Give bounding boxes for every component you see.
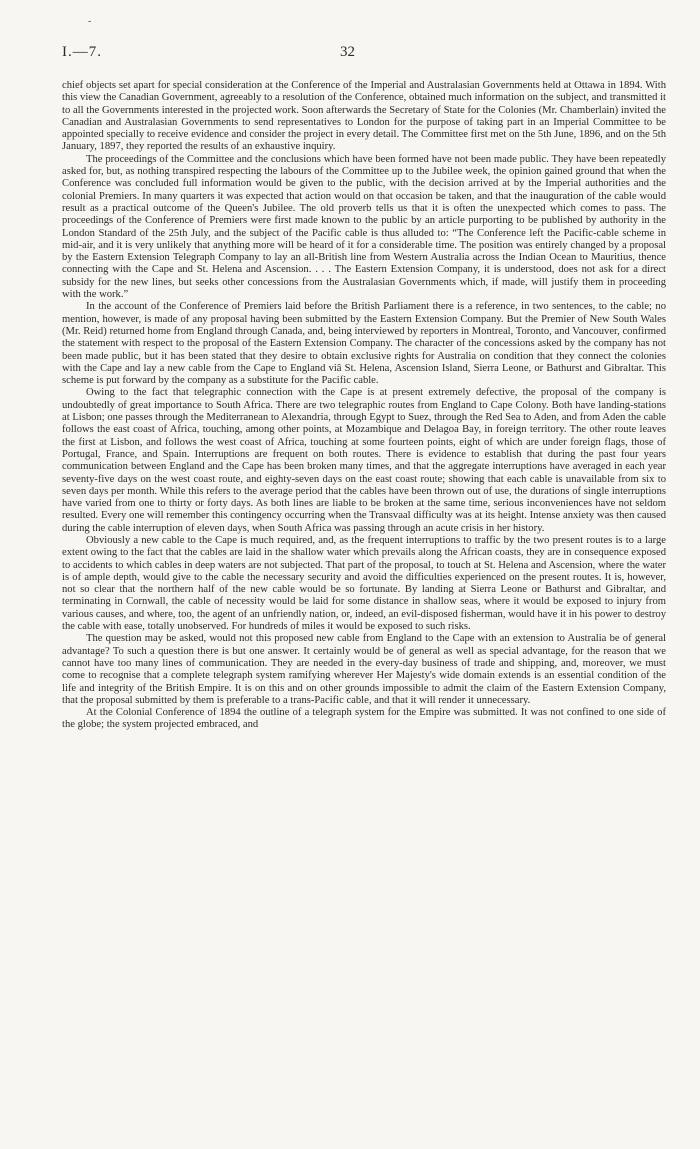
paragraph: Owing to the fact that telegraphic connection with the Cape is at present extremely defective, the proposal of the company is undoubtedly of great importance to South Africa. There are two telegraphic routes from England to Cape Colony. Both have landing-stations at Lisbon; one passes through the Mediterranean to Alexandria, through Egypt to Suez, through the Red Sea to Aden, and from Aden the cable follows the east coast of Africa, touching, among other points, at Mozambique and Delagoa Bay, in foreign territory. The other route leaves the first at Lisbon, and follows the west coast of Africa, touching at some fourteen points, eight of which are under foreign flags, those of Portugal, France, and Spain. Interruptions are frequent on both routes. There is evidence to establish that during the past four years communication between England and the Cape has been broken many times, and that the aggregate interruptions have averaged in each year seventy-five days on the west coast route, and eighty-seven days on the east coast route; showing that each cable is unavailable from six to seven days per month. While this refers to the average period that the cables have been thrown out of use, the durations of single interruptions have varied from one to thirty or forty days. As both lines are liable to be broken at the same time, serious inconveniences have not seldom resulted. Every one will remember this contingency occurring when the Transvaal difficulty was at its height. Intense anxiety was then caused during the cable interruption of eleven days, when South Africa was passing through an acute crisis in her history.	[62, 387, 666, 534]
body-text	[62, 80, 666, 732]
corner-mark: -	[88, 16, 92, 27]
paragraph: Obviously a new cable to the Cape is much required, and, as the frequent interruptions to traffic by the two present routes is to a large extent owing to the fact that the cables are laid in the shallow water which prevails along the African coasts, they are in consequence exposed to accidents to which cables in deep waters are not subjected. That part of the proposal, to touch at St. Helena and Ascension, where the water is of ample depth, would give to the cable the necessary security and avoid the difficulties experienced on the present routes. It is, however, not so clear that the northern half of the new cable would be so fortunate. By landing at Sierra Leone or Bathurst and Gibraltar, and terminating in Cornwall, the cable of necessity would be laid for some distance in shallow seas, where it would be exposed to injury from various causes, and where, too, the agent of an unfriendly nation, or, indeed, an evil-disposed fisherman, would have it in his power to destroy the cable with ease, totally unobserved. For hundreds of miles it would be exposed to such risks.	[62, 534, 666, 633]
page-header	[62, 44, 662, 64]
page-number: 32	[340, 44, 355, 60]
paragraph: In the account of the Conference of Premiers laid before the British Parliament there is a reference, in two sentences, to the cable; no mention, however, is made of any proposal having been submitted by the Eastern Extension Company. But the Premier of New South Wales (Mr. Reid) returned home from England through Canada, and, being interviewed by reporters in Montreal, Toronto, and Vancouver, confirmed the statement with respect to the proposal of the Eastern Extension Company. The character of the concessions asked by the company has not been made public, but it has been stated that they desire to obtain exclusive rights for Australia on condition that they connect the colonies with the Cape and lay a new cable from the Cape to England viâ St. Helena, Ascension Island, Sierra Leone, or Bathurst and Gibraltar. This scheme is put forward by the company as a substitute for the Pacific cable.	[62, 301, 666, 387]
paragraph: chief objects set apart for special consideration at the Conference of the Imperial and Australasian Governments held at Ottawa in 1894. With this view the Canadian Government, agreeably to a resolution of the Conference, obtained much information on the subject, and transmitted it to all the Governments interested in the projected work. Soon afterwards the Secretary of State for the Colonies (Mr. Chamberlain) invited the Canadian and Australasian Governments to send representatives to London for the purpose of taking part in an Imperial Committee to be appointed specially to receive evidence and consider the project in every detail. The Committee first met on the 5th June, 1896, and on the 5th January, 1897, they reported the results of an exhaustive inquiry.	[62, 80, 666, 153]
paragraph: At the Colonial Conference of 1894 the outline of a telegraph system for the Empire was submitted. It was not confined to one side of the globe; the system projected embraced, and	[62, 707, 666, 731]
paragraph: The question may be asked, would not this proposed new cable from England to the Cape with an extension to Australia be of general advantage? To such a question there is but one answer. It certainly would be of general as well as special advantage, for the reason that we cannot have too many lines of communication. They are needed in the every-day business of trade and shipping, and, moreover, we must come to recognise that a complete telegraph system ramifying wherever Her Majesty's wide domain extends is an essential condition of the life and integrity of the British Empire. It is on this and on other grounds impossible to admit the claim of the Eastern Extension Company, that the proposal submitted by them is preferable to a trans-Pacific cable, and that it will render it unnecessary.	[62, 633, 666, 706]
paragraph: The proceedings of the Committee and the conclusions which have been formed have not been made public. They have been repeatedly asked for, but, as nothing transpired respecting the labours of the Committee up to the Jubilee week, the opinion gained ground that when the Conference was concluded full information would be given to the public, with the decision arrived at by the Imperial authorities and the colonial Premiers. In many quarters it was expected that action would on that occasion be taken, and that the inauguration of the cable would result as a practical outcome of the Queen's Jubilee. The old proverb tells us that it is often the unexpected which comes to pass. The proceedings of the Conference of Premiers were first made known to the public by an article purporting to be published by authority in the London Standard of the 25th July, and the subject of the Pacific cable is thus alluded to: “The Conference left the Pacific-cable scheme in mid-air, and it is very unlikely that anything more will be heard of it for a considerable time. The position was entirely changed by a proposal by the Eastern Extension Telegraph Company to lay an all-British line from Western Australia across the Indian Ocean to Mauritius, thence connecting with the Cape and St. Helena and Ascension. . . . The Eastern Extension Company, it is understood, does not ask for a direct subsidy for the new lines, but seeks other concessions from the Australasian Governments which, if made, will justify them in proceeding with the work.”	[62, 153, 666, 301]
session-reference: I.—7.	[62, 44, 102, 60]
